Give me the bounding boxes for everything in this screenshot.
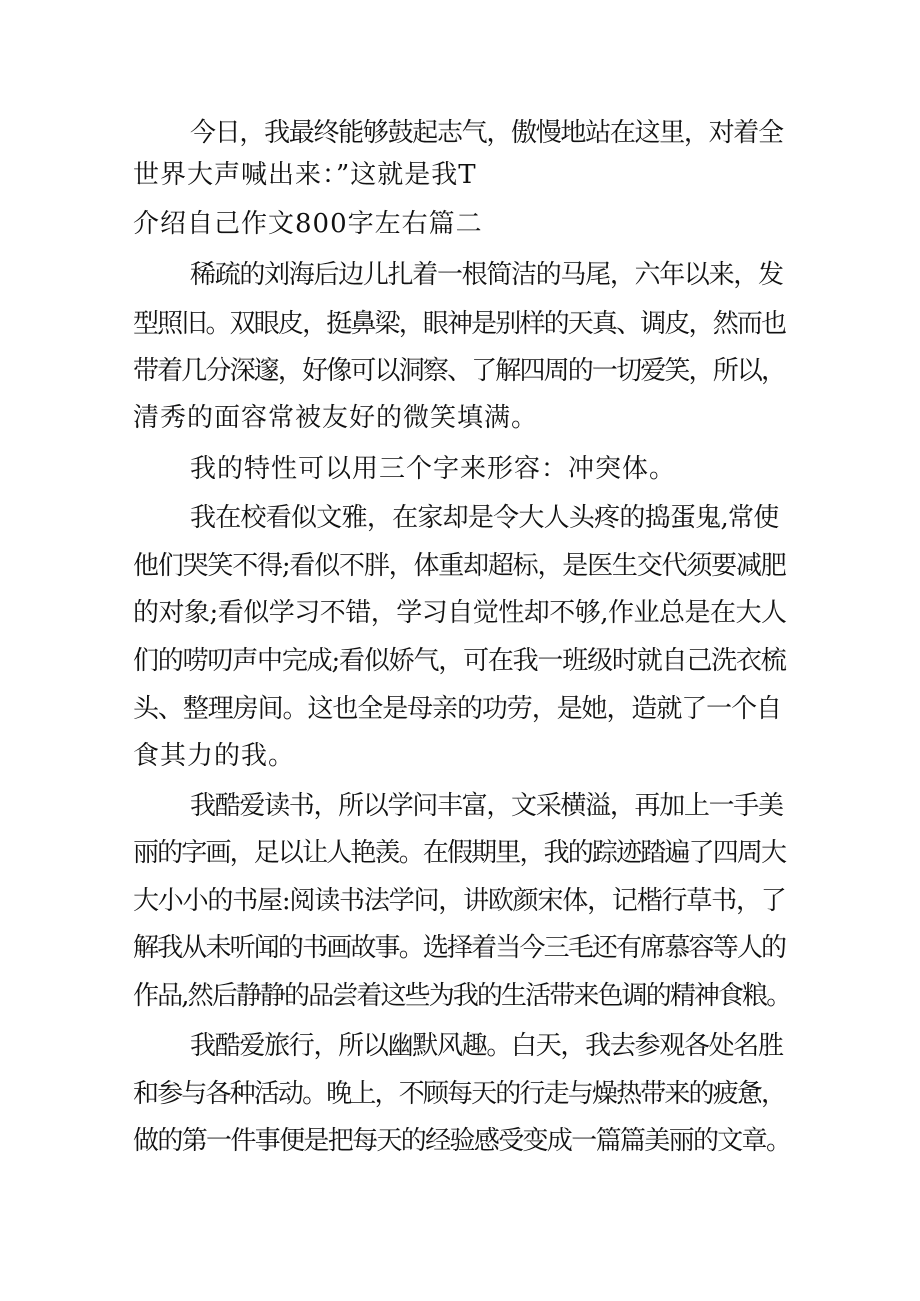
section-heading: 介绍自己作文800字左右篇二 xyxy=(133,209,483,239)
text-line: 带着几分深邃，好像可以洞察、了解四周的一切爱笑，所以， xyxy=(133,356,786,386)
text-line: 我酷爱读书，所以学问丰富，文采横溢，再加上一手美 xyxy=(190,791,783,821)
text-line: 大小小的书屋:阅读书法学问，讲欧颜宋体，记楷行草书，了 xyxy=(133,886,786,916)
text-line: 我的特性可以用三个字来形容：冲突体。 xyxy=(190,454,677,484)
text-line: 他们哭笑不得;看似不胖，体重却超标，是医生交代须要减肥 xyxy=(133,551,786,581)
text-line: 的对象;看似学习不错，学习自觉性却不够,作业总是在大人 xyxy=(133,598,787,628)
text-line: 我在校看似文雅，在家却是令大人头疼的捣蛋鬼,常使 xyxy=(190,503,779,533)
text-line: 做的第一件事便是把每天的经验感受变成一篇篇美丽的文章。 xyxy=(133,1126,791,1156)
text-line: 和参与各种活动。晚上，不顾每天的行走与燥热带来的疲惫， xyxy=(133,1079,786,1109)
text-line: 食其力的我。 xyxy=(133,741,296,771)
text-line: 们的唠叨声中完成;看似娇气，可在我一班级时就自己洗衣梳 xyxy=(133,646,786,676)
text-line: 解我从未听闻的书画故事。选择着当今三毛还有席慕容等人的 xyxy=(133,933,786,963)
text-line: 世界大声喊出来：”这就是我T xyxy=(133,160,477,190)
text-line: 稀疏的刘海后边儿扎着一根简洁的马尾，六年以来，发 xyxy=(190,260,783,290)
text-line: 今日，我最终能够鼓起志气，傲慢地站在这里，对着全 xyxy=(190,118,783,148)
text-line: 头、整理房间。这也全是母亲的功劳，是她，造就了一个自 xyxy=(133,694,781,724)
text-line: 丽的字画，足以让人艳羡。在假期里，我的踪迹踏遍了四周大 xyxy=(133,838,786,868)
text-line: 清秀的面容常被友好的微笑填满。 xyxy=(133,403,539,433)
text-line: 型照旧。双眼皮，挺鼻梁，眼神是别样的天真、调皮，然而也 xyxy=(133,309,786,339)
text-line: 我酷爱旅行，所以幽默风趣。白天，我去参观各处名胜 xyxy=(190,1031,783,1061)
text-line: 作品,然后静静的品尝着这些为我的生活带来色调的精神食粮。 xyxy=(133,981,791,1011)
